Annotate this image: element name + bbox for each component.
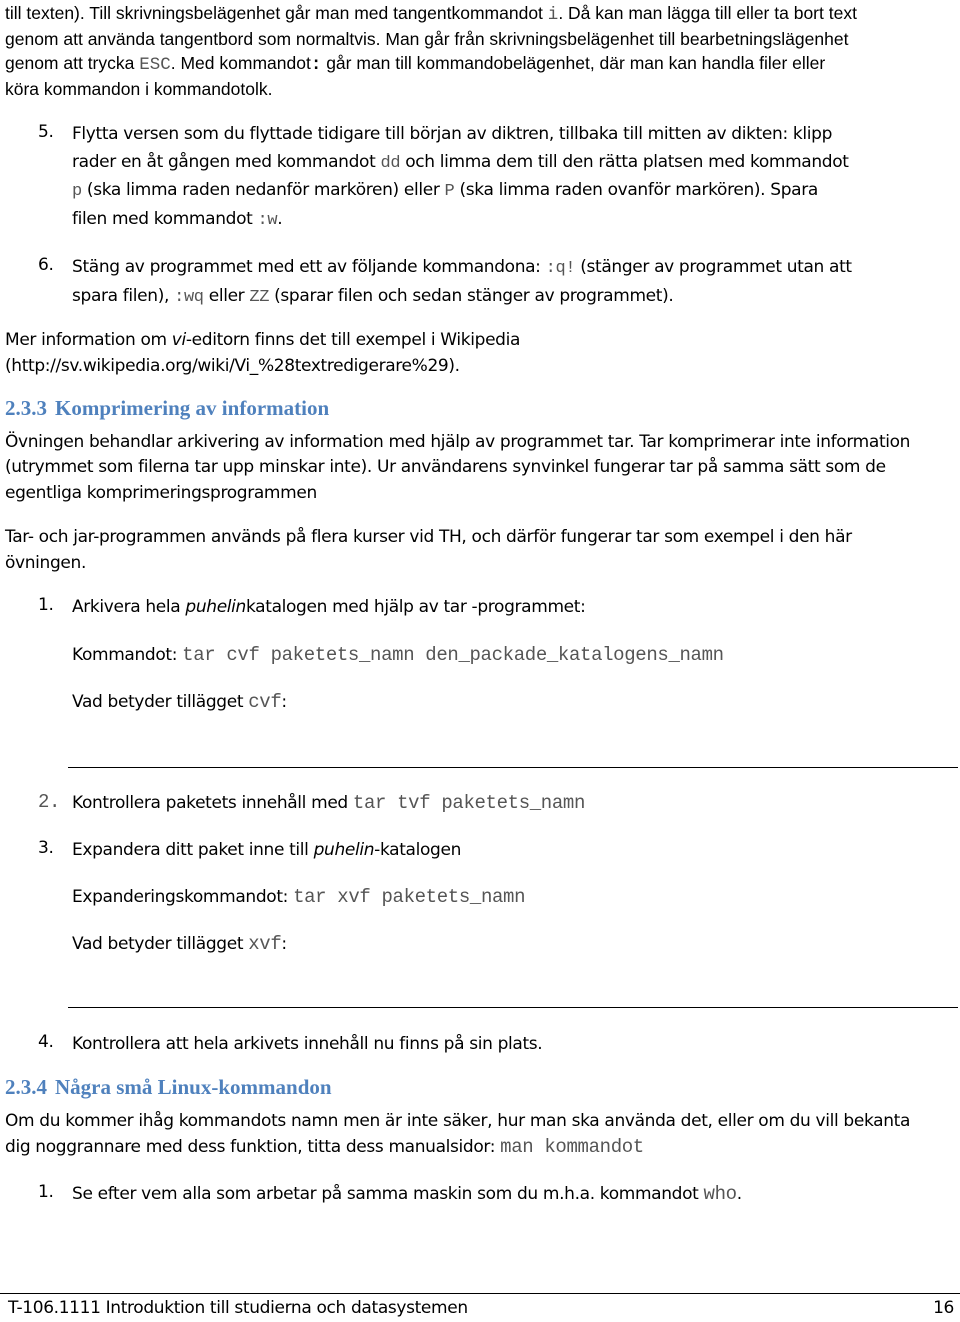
tar-step3-command: Expanderingskommandot: tar xvf paketets_namn <box>72 886 526 908</box>
step-number: 1. <box>38 1182 54 1202</box>
step5-line-2: rader en åt gången med kommandot dd och limma dem till den rätta platsen med kommandot <box>72 152 849 173</box>
intro-line-1: till texten). Till skrivningsbelägenhet går man med tangentkommandot i. Då kan man lägga till eller ta bort text <box>5 3 857 25</box>
section-233-para2-line2: övningen. <box>5 553 87 573</box>
section-233-para1-line3: egentliga komprimeringsprogrammen <box>5 483 317 503</box>
tar-step1-question: Vad betyder tillägget cvf: <box>72 691 287 713</box>
tar-step1-command: Kommandot: tar cvf paketets_namn den_packade_katalogens_namn <box>72 644 724 666</box>
footer-divider <box>0 1293 960 1294</box>
section-234-para-line2: dig noggrannare med dess funktion, titta dess manualsidor: man kommandot <box>5 1136 644 1158</box>
step5-line-4: filen med kommandot :w. <box>72 209 283 230</box>
intro-line-4: köra kommandon i kommandotolk. <box>5 79 273 99</box>
step-number: 6. <box>38 255 54 275</box>
step5-line-3: p (ska limma raden nedanför markören) eller P (ska limma raden ovanför markören). Spara <box>72 180 818 201</box>
section-233-para1-line1: Övningen behandlar arkivering av information med hjälp av programmet tar. Tar komprimerar inte information <box>5 432 911 452</box>
tar-step2-text: Kontrollera paketets innehåll med tar tvf paketets_namn <box>72 792 586 814</box>
step6-line-2: spara filen), :wq eller ZZ (sparar filen och sedan stänger av programmet). <box>72 286 674 307</box>
section-233-para2-line1: Tar- och jar-programmen används på flera kurser vid TH, och därför fungerar tar som exempel i den här <box>5 527 852 547</box>
section-234-para-line1: Om du kommer ihåg kommandots namn men är inte säker, hur man ska använda det, eller om du vill bekanta <box>5 1111 911 1131</box>
step-number: 1. <box>38 595 54 615</box>
section-heading-2-3-4: 2.3.4 Några små Linux-kommandon <box>5 1075 332 1099</box>
answer-line[interactable] <box>68 1007 958 1008</box>
more-info-line-1: Mer information om vi-editorn finns det till exempel i Wikipedia <box>5 330 521 350</box>
intro-line-2: genom att använda tangentbord som normaltvis. Man går från skrivningsbelägenhet till bearbetningslägenhet <box>5 29 849 49</box>
intro-line-3: genom att trycka ESC. Med kommandot: går man till kommandobelägenhet, där man kan handla filer eller <box>5 53 826 75</box>
tar-step1-text: Arkivera hela puhelinkatalogen med hjälp av tar -programmet: <box>72 597 586 617</box>
step-number: 4. <box>38 1032 54 1052</box>
step-number: 5. <box>38 122 54 142</box>
footer-page-number: 16 <box>933 1298 954 1318</box>
tar-step3-text: Expandera ditt paket inne till puhelin-katalogen <box>72 840 462 860</box>
section-233-para1-line2: (utrymmet som filerna tar upp minskar inte). Ur användarens synvinkel fungerar tar på samma sätt som de <box>5 457 886 477</box>
step5-line-1: Flytta versen som du flyttade tidigare till början av diktren, tillbaka till mitten av dikten: klipp <box>72 124 833 144</box>
tar-step4-text: Kontrollera att hela arkivets innehåll nu finns på sin plats. <box>72 1034 543 1054</box>
footer-course-title: T-106.1111 Introduktion till studierna och datasystemen <box>8 1298 468 1318</box>
linux-step1-text: Se efter vem alla som arbetar på samma maskin som du m.h.a. kommandot who. <box>72 1183 742 1205</box>
wikipedia-link[interactable]: (http://sv.wikipedia.org/wiki/Vi_%28textredigerare%29). <box>5 356 460 376</box>
answer-line[interactable] <box>68 767 958 768</box>
section-heading-2-3-3: 2.3.3 Komprimering av information <box>5 396 330 420</box>
tar-step3-question: Vad betyder tillägget xvf: <box>72 933 287 955</box>
step6-line-1: Stäng av programmet med ett av följande kommandona: :q! (stänger av programmet utan att <box>72 257 852 278</box>
step-number: 3. <box>38 838 54 858</box>
step-number: 2. <box>38 791 61 813</box>
